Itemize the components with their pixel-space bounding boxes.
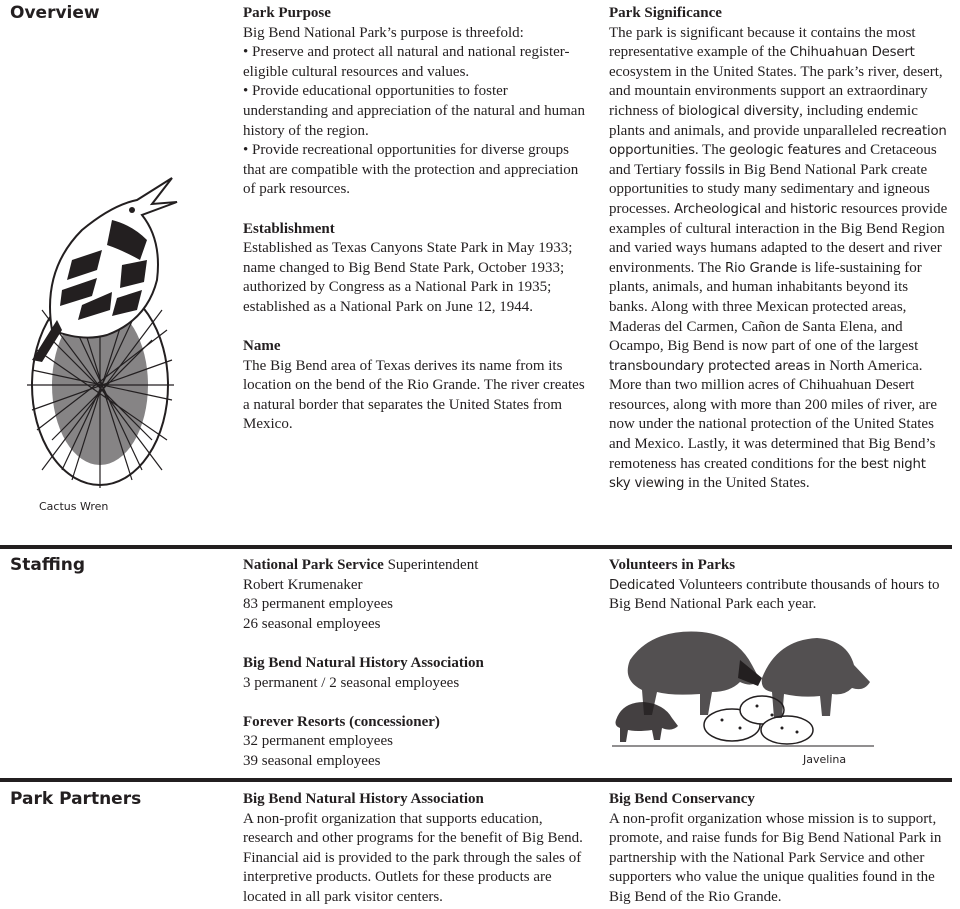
keyword: Dedicated xyxy=(609,577,676,593)
staffing-right-column xyxy=(609,556,949,615)
nps-heading-line xyxy=(243,556,588,576)
keyword: Chihuahuan Desert xyxy=(789,45,915,61)
volunteers-text: Dedicated Volunteers contribute thousands of hours to Big Bend National Park each year. xyxy=(609,576,940,613)
javelina-illustration xyxy=(612,620,874,750)
partner-heading-bbnha: Big Bend Natural History Association xyxy=(243,791,484,807)
partner-heading-conservancy: Big Bend Conservancy xyxy=(609,791,755,807)
overview-middle-column xyxy=(243,4,588,435)
staff-line: 26 seasonal employees xyxy=(243,615,381,632)
staff-line: 83 permanent employees xyxy=(243,596,393,613)
keyword: geologic features xyxy=(729,143,841,159)
keyword: recreation opportunities xyxy=(609,123,947,159)
establishment-heading: Establishment xyxy=(243,220,335,237)
nps-role: Superintendent xyxy=(383,557,479,573)
section-title-overview: Overview xyxy=(10,3,100,23)
staff-line: Robert Krumenaker xyxy=(243,576,363,593)
park-purpose-bullet: • Preserve and protect all natural and national register-eligible cultural resources and values. xyxy=(243,44,570,80)
staffing-middle-column xyxy=(243,556,588,772)
forever-resorts-heading: Forever Resorts (concessioner) xyxy=(243,713,440,730)
park-purpose-heading: Park Purpose xyxy=(243,5,331,21)
keyword: biological diversity xyxy=(678,103,800,119)
overview-right-column xyxy=(609,4,949,494)
section-title-staffing: Staffing xyxy=(10,555,86,575)
keyword: transboundary protected areas xyxy=(609,358,811,374)
section-divider xyxy=(0,545,952,549)
section-divider xyxy=(0,778,952,782)
establishment-text: Established as Texas Canyons State Park in May 1933; name changed to Big Bend State Park, October 1933; authorized by Congress as a National Park in 1935; established as a National Park on June 12, 1944. xyxy=(243,240,573,315)
keyword: best night sky viewing xyxy=(609,456,926,492)
park-significance-text: The park is significant because it contains the most representative example of the Chihuahuan Desert ecosystem in the United States. The park’s river, desert, and mountain environments support an extraordinary richness of biological diversity, including endemic plants and animals, and provide unparalleled recreation opportunities. The geologic features and Cretaceous and Tertiary fossils in Big Bend National Park create opportunities to study many sedimentary and igneous processes. Archeological and historic resources provide examples of cultural interaction in the Big Bend Region and varied ways humans adapted to the desert and river environments. The Rio Grande is life-sustaining for plants, animals, and human inhabitants beyond its banks. Along with three Mexican protected areas, Maderas del Carmen, Cañon de Santa Elena, and Ocampo, Big Bend is now part of one of the largest transboundary protected areas in North America. More than two million acres of Chihuahuan Desert resources, along with more than 200 miles of river, are now under the national protection of the United States and Mexico. Lastly, it was determined that Big Bend’s remoteness has created conditions for the best night sky viewing in the United States. xyxy=(609,24,948,492)
keyword: Archeological xyxy=(673,201,761,217)
park-purpose-bullet: • Provide recreational opportunities for diverse groups that are compatible with the protection and appreciation of park resources. xyxy=(243,142,579,198)
partner-text-bbnha: A non-profit organization that supports education, research and other programs for the benefit of Big Bend. Financial aid is provided to the park through the sales of interpretive products. Outlets for these products are located in all park visitor centers. xyxy=(243,810,583,905)
staff-line: 39 seasonal employees xyxy=(243,752,381,769)
javelina-caption: Javelina xyxy=(803,753,847,766)
section-title-park-partners: Park Partners xyxy=(10,789,142,809)
cactus-wren-illustration xyxy=(12,170,182,498)
keyword: Rio Grande xyxy=(724,260,798,276)
keyword: fossils xyxy=(685,162,725,178)
staff-line: 3 permanent / 2 seasonal employees xyxy=(243,674,460,691)
bird-caption: Cactus Wren xyxy=(39,500,109,513)
partners-right-column xyxy=(609,790,949,908)
nps-heading: National Park Service xyxy=(243,557,384,573)
name-text: The Big Bend area of Texas derives its name from its location on the bend of the Rio Grande. The river creates a natural border that separates the United States from Mexico. xyxy=(243,357,585,433)
park-purpose-intro: Big Bend National Park’s purpose is threefold: xyxy=(243,24,524,41)
partner-text-conservancy: A non-profit organization whose mission is to support, promote, and raise funds for Big Bend National Park in partnership with the National Park Service and other supporters who value the unique qualities found in the Big Bend of the Rio Grande. xyxy=(609,810,942,905)
staff-line: 32 permanent employees xyxy=(243,733,393,750)
volunteers-heading: Volunteers in Parks xyxy=(609,557,736,573)
park-significance-heading: Park Significance xyxy=(609,5,722,21)
keyword: historic xyxy=(790,201,838,217)
partners-left-column xyxy=(243,790,588,908)
park-purpose-bullet: • Provide educational opportunities to foster understanding and appreciation of the natural and human history of the region. xyxy=(243,83,585,139)
bbnha-staff-heading: Big Bend Natural History Association xyxy=(243,654,484,671)
name-heading: Name xyxy=(243,338,281,355)
